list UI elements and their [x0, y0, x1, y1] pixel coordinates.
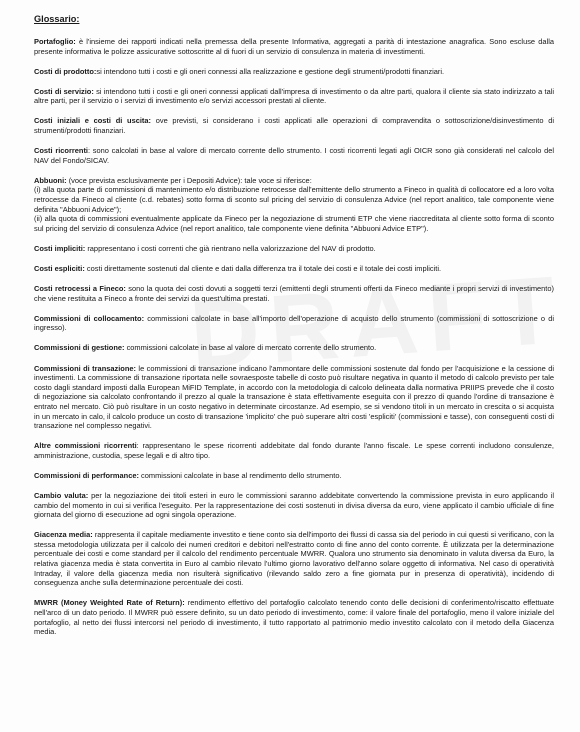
glossary-term: Commissioni di transazione: — [34, 363, 136, 373]
glossary-term: Costi impliciti: — [34, 243, 86, 253]
glossary-definition: ove previsti, si considerano i costi applicati alle operazioni di compravendita o sottoscrizione/disinvestimento di strumenti/prodotti finanziari. — [34, 116, 554, 136]
glossary-term: Costi iniziali e costi di uscita: — [34, 116, 151, 126]
glossary-entry-costi-ricorrenti — [34, 146, 554, 165]
glossary-entry-commissioni-performance — [34, 471, 554, 481]
glossary-term: Costi retrocessi a Fineco: — [34, 284, 126, 294]
glossary-entry-costi-di-servizio — [34, 87, 554, 106]
glossary-definition: le commissioni di transazione indicano l'ammontare delle commissioni sostenute dal fondo per l'acquisizione e la cessione di investimenti. La commissione di transazione riportata nelle sovraesposte tabelle di costo può risultare negativa in quanto il metodo di calcolo previsto per tale costo dagli standard imposti dalla European MiFID Template, in accordo con la metodologia di calcolo delineata dalla normativa PRIIPS prevede che il costo di negoziazione sia calcolato confrontando il prezzo al quale la transazione è stata effettivamente eseguita con il prezzo di quando l'ordine di transazione è entrato nel mercato. Ciò può risultare in un costo negativo in determinate circostanze. Ad esempio, se si vendono titoli in un mercato in crescita o si acquista in un mercato in calo, il calcolo produce un costo di transazione 'implicito' che può superare altri costi 'espliciti' (commissioni e tasse), con conseguenti costi di transazione nel complesso negativi. — [34, 363, 555, 431]
glossary-term: Abbuoni: — [34, 175, 67, 185]
glossary-definition: è l'insieme dei rapporti indicati nella premessa della presente Informativa, aggregati a parità di intestazione anagrafica. Sono escluse dalla presente informativa le polizze assicurative sottoscritte al di fuori di un servizio di consulenza in materia di investimenti. — [34, 37, 554, 56]
glossary-definition: commissioni calcolate in base al valore di mercato corrente dello strumento. — [124, 343, 377, 353]
glossary-term: Costi ricorrenti — [34, 146, 88, 156]
page-title: Glossario: — [34, 14, 80, 24]
glossary-entry-altre-commissioni-ricorrenti — [34, 441, 554, 460]
glossary-entry-commissioni-collocamento — [34, 314, 554, 333]
glossary-term: Costi di servizio: — [34, 86, 94, 96]
glossary-definition: rendimento effettivo del portafoglio calcolato tenendo conto delle decisioni di conferimento/riscatto effettuate nell'arco di un dato periodo. Il MWRR può essere definito, su un dato periodo di investimento, come: il valore finale del portafoglio, meno il valore iniziale del portafoglio, al netto dei flussi intercorsi nel periodo di investimento, il tutto rapportato al patrimonio medio investito calcolato con il metodo della Giacenza media. — [34, 598, 554, 637]
glossary-entry-portafoglio — [34, 37, 554, 56]
glossary-definition-point-i: (i) alla quota parte di commissioni di mantenimento e/o distribuzione retrocesse dall'emittente dello strumento a Fineco in qualità di collocatore ed a loro volta retrocesse da Fineco al cliente (c.d. rebates) sotto forma di sconto sul pricing del servizio di consulenza Advice (nel report analitico, tale componente viene definita "Abbuoni Advice"); — [34, 185, 554, 214]
glossary-term: Commissioni di collocamento: — [34, 313, 145, 323]
glossary-term: Giacenza media: — [34, 530, 93, 540]
glossary-content — [34, 14, 554, 647]
glossary-term: MWRR (Money Weighted Rate of Return): — [34, 598, 185, 608]
glossary-definition: : sono calcolati in base al valore di mercato corrente dello strumento. I costi ricorrenti legati agli OICR sono già considerati nel calcolo del NAV del Fondo/SICAV. — [34, 146, 554, 165]
glossary-term: Commissioni di performance: — [34, 470, 139, 480]
glossary-entry-costi-espliciti — [34, 264, 554, 274]
glossary-definition: costi direttamente sostenuti dal cliente e dati dalla differenza tra il totale dei costi e il totale dei costi impliciti. — [84, 264, 442, 273]
glossary-entry-abbuoni — [34, 176, 554, 234]
glossary-definition: sono la quota dei costi dovuti a soggetti terzi (emittenti degli strumenti offerti da Fineco mediante i propri servizi di investimento) che viene restituita a Fineco a fronte dei servizi da quest'ultima prestati. — [34, 284, 554, 303]
glossary-definition: rappresenta il capitale mediamente investito e tiene conto sia dell'importo dei flussi di cassa sia del periodo in cui questi si verificano, con la stessa metodologia utilizzata per il calcolo dei numeri creditori e debitori nell'estratto conto di fine anno del conto corrente. È utilizzata per la determinazione percentuale dei costi e come standard per il calcolo del rendimento percentuale MWRR. Qualora uno strumento sia denominato in valuta diversa da Euro, la relativa giacenza media è stata convertita in Euro al cambio rilevato l'ultimo giorno lavorativo dell'anno solare oggetto di informativa. Nel caso di operatività Intraday, il valore della giacenza media non risulterà significativo (rilevando saldo zero a fine giornata pur in presenza di operatività), incidendo di conseguenza anche sulla determinazione percentuale dei costi. — [34, 530, 554, 588]
glossary-term: Costi espliciti: — [34, 264, 85, 273]
glossary-entry-mwrr — [34, 598, 554, 636]
glossary-entry-costi-di-prodotto — [34, 67, 554, 77]
glossary-term: Portafoglio: — [34, 37, 76, 46]
glossary-definition: commissioni calcolate in base all'importo dell'operazione di acquisto dello strumento (commissioni di sottoscrizione o di ingresso). — [34, 313, 555, 333]
glossary-definition: rappresentano i costi correnti che già rientrano nella valorizzazione del NAV di prodotto. — [85, 243, 376, 253]
glossary-term: Altre commissioni ricorrenti — [34, 441, 137, 451]
glossary-term: Cambio valuta: — [34, 491, 89, 500]
glossary-definition: si intendono tutti i costi e gli oneri connessi alla realizzazione e gestione degli strumenti/prodotti finanziari. — [96, 66, 445, 76]
glossary-definition-point-ii: (ii) alla quota di commissioni eventualmente applicate da Fineco per la negoziazione di strumenti ETP che viene riaccreditata al cliente sotto forma di sconto sul pricing del servizio di consulenza Advice (nel report analitico, tale componente viene definita "Abbuoni Advice ETP"). — [34, 214, 554, 233]
glossary-definition: : rappresentano le spese ricorrenti addebitate dal fondo durante l'anno fiscale. Le spese correnti includono consulenze, amministrazione, custodia, spese legali e di altro tipo. — [34, 441, 554, 460]
glossary-term: Commissioni di gestione: — [34, 343, 125, 353]
glossary-term: Costi di prodotto: — [34, 66, 97, 76]
glossary-definition: per la negoziazione dei titoli esteri in euro le commissioni saranno addebitate convertendo la commissione prevista in euro applicando il cambio del momento in cui si verifica l'eseguito. Per la rappresentazione dei costi sostenuti in divisa diversa da euro, viene applicato il cambio ufficiale di fine giornata del giorno di esecuzione ad ogni singola operazione. — [34, 491, 555, 520]
glossary-entry-giacenza-media — [34, 530, 554, 588]
glossary-entry-commissioni-transazione — [34, 364, 554, 431]
glossary-entry-costi-impliciti — [34, 244, 554, 254]
glossary-definition: si intendono tutti i costi e gli oneri connessi applicati dall'impresa di investimento o da altre parti, qualora il cliente sia stato indirizzato a tali altre parti, per il servizio o i servizi di investimento e/o servizi accessori prestati al cliente. — [34, 86, 555, 106]
glossary-entry-costi-iniziali-uscita — [34, 116, 554, 135]
glossary-entry-cambio-valuta — [34, 491, 554, 520]
glossary-entry-commissioni-gestione — [34, 343, 554, 353]
glossary-definition: commissioni calcolate in base al rendimento dello strumento. — [138, 470, 342, 480]
glossary-definition: (voce prevista esclusivamente per i Depositi Advice): tale voce si riferisce: — [66, 175, 312, 185]
glossary-entry-costi-retrocessi — [34, 284, 554, 303]
